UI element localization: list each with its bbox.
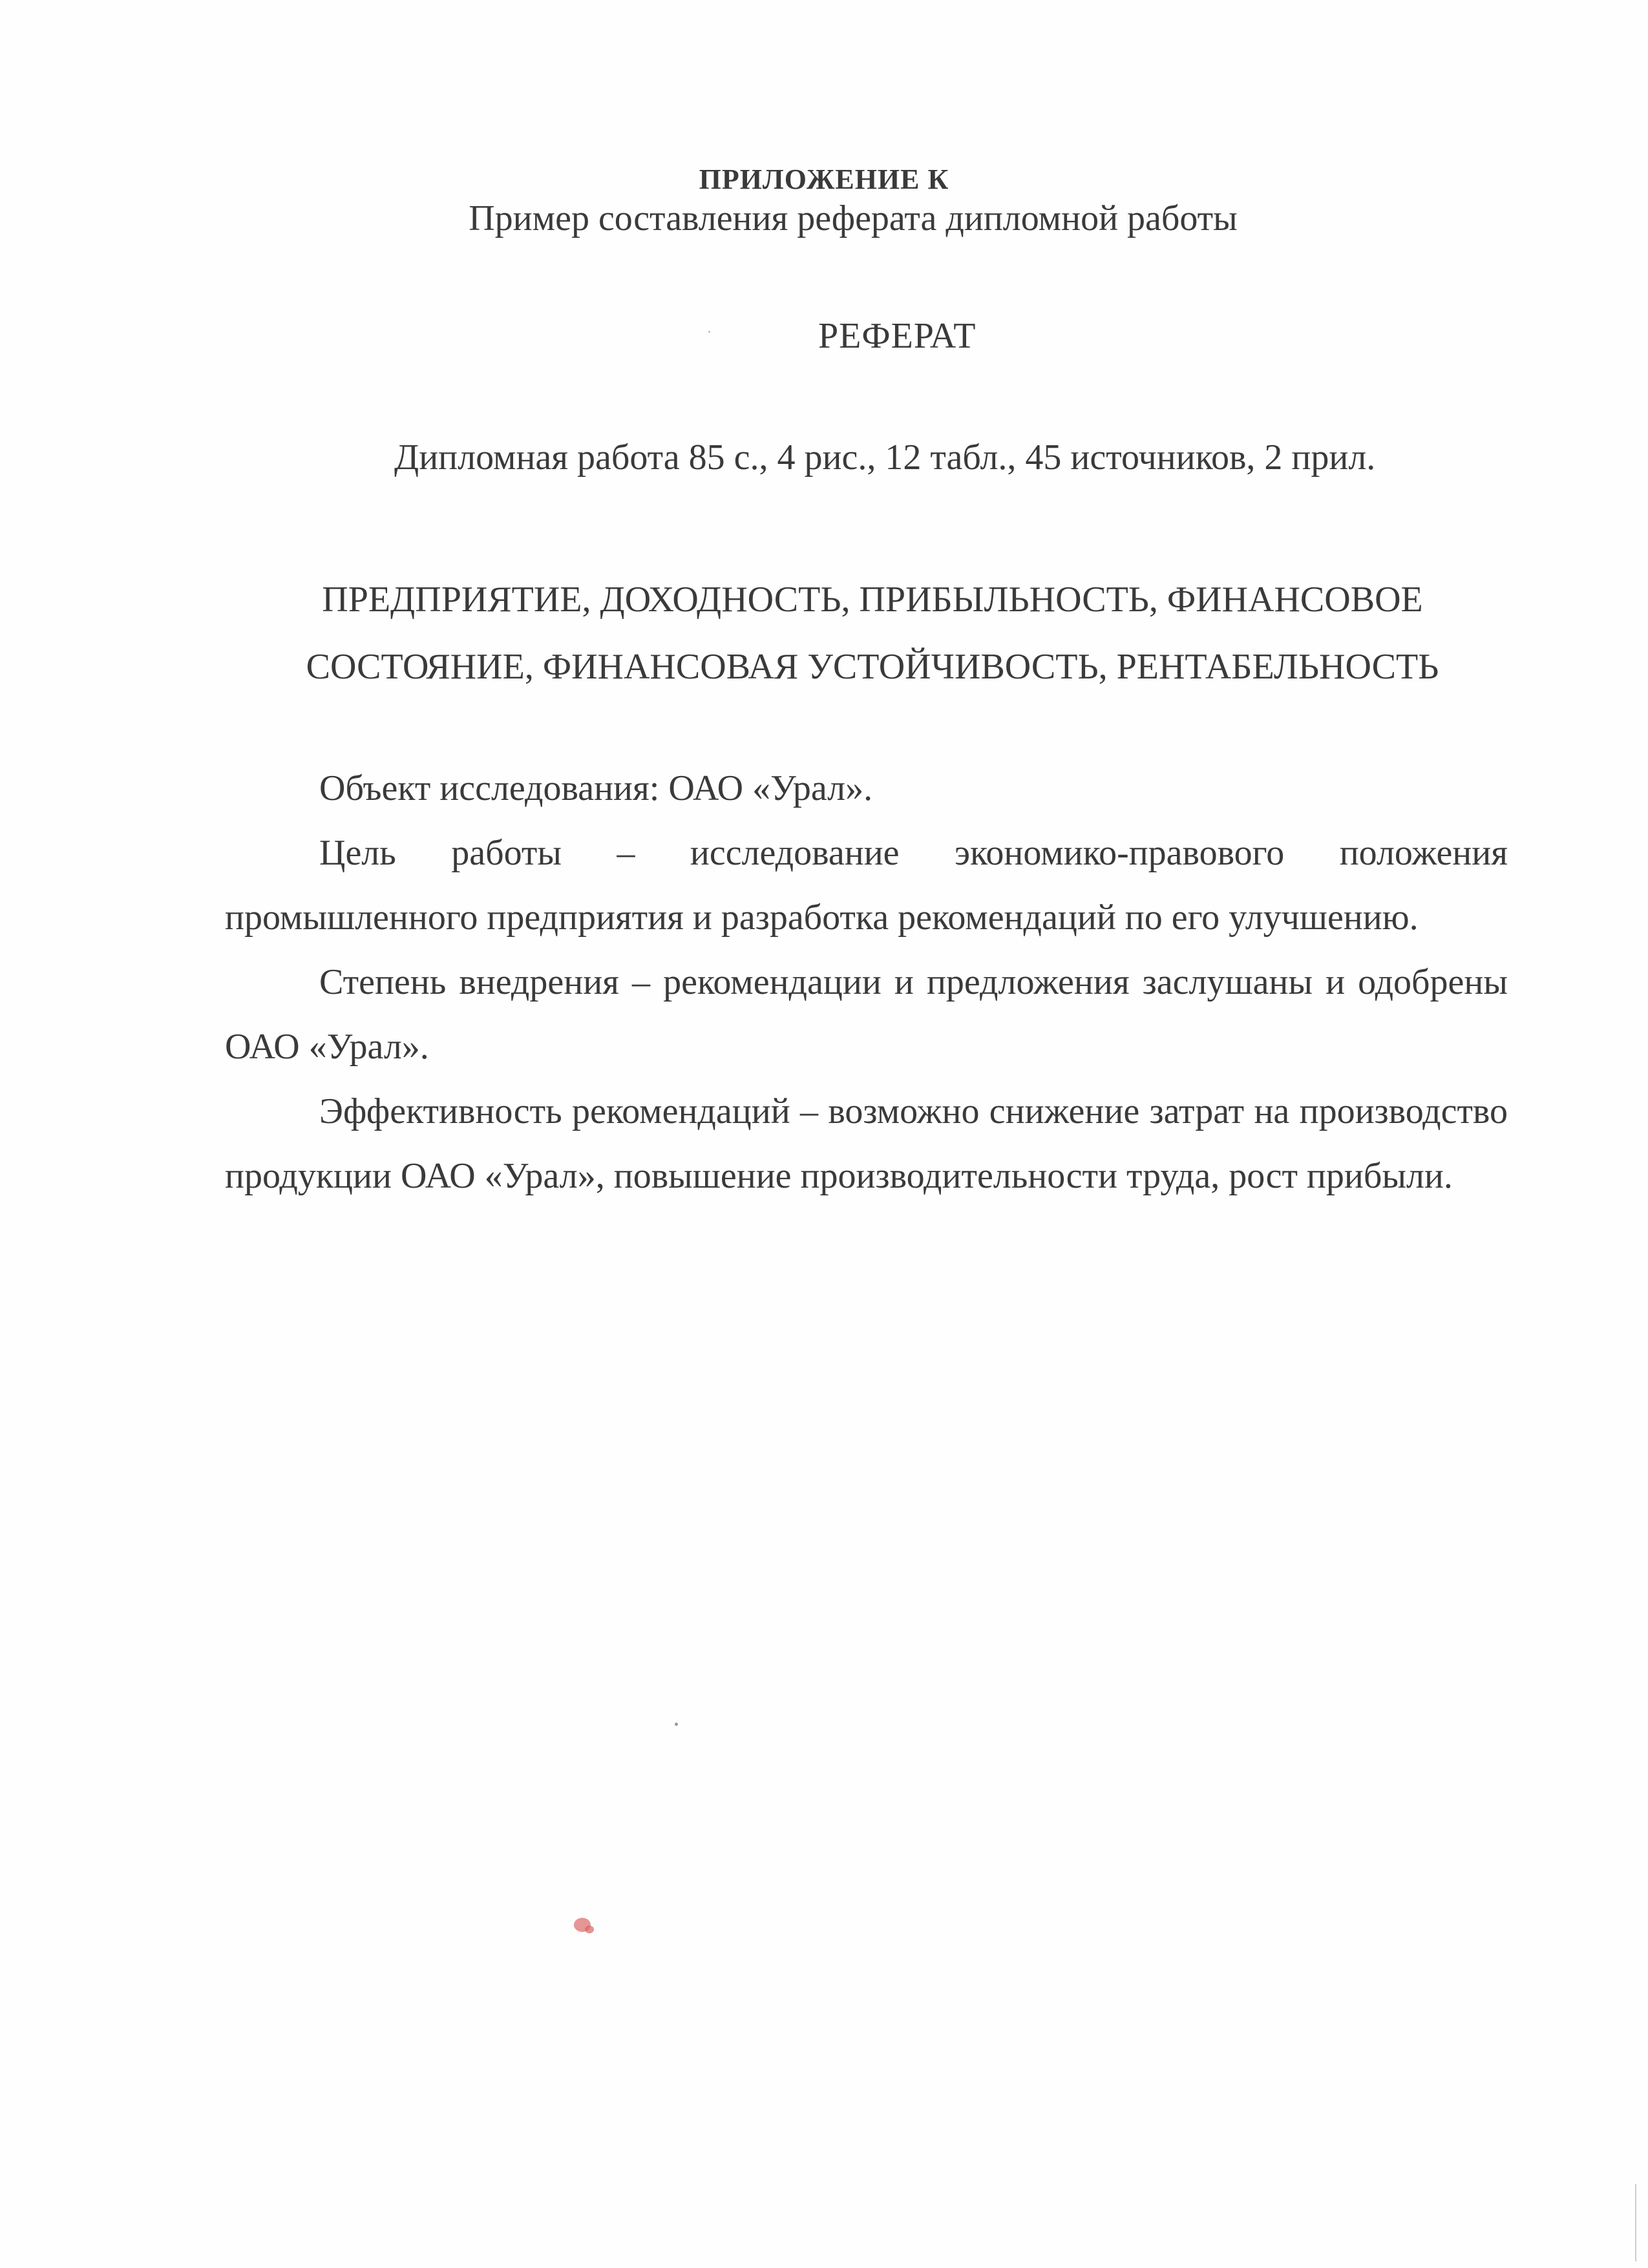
keywords-block [259, 566, 1486, 700]
keywords-line-2: СОСТОЯНИЕ, ФИНАНСОВАЯ УСТОЙЧИВОСТЬ, РЕНТАБЕЛЬНОСТЬ [306, 647, 1439, 687]
red-stain-mark-small [585, 1926, 594, 1933]
dust-speck-2 [708, 331, 710, 333]
work-summary: Дипломная работа 85 с., 4 рис., 12 табл., 45 источников, 2 прил. [394, 437, 1376, 478]
appendix-title: Пример составления реферата дипломной работы [469, 198, 1238, 238]
scan-edge-line [1635, 2184, 1636, 2262]
dust-speck [675, 1723, 678, 1726]
paragraph-object: Объект исследования: ОАО «Урал». [319, 768, 873, 808]
keywords-line-1: ПРЕДПРИЯТИЕ, ДОХОДНОСТЬ, ПРИБЫЛЬНОСТЬ, ФИНАНСОВОЕ [322, 580, 1423, 620]
abstract-heading: РЕФЕРАТ [818, 316, 977, 356]
paragraph-goal: Цель работы – исследование экономико-правового положения промышленного предприятия и разработка рекомендаций по его улучшению. [225, 833, 1508, 938]
paragraph-implementation: Степень внедрения – рекомендации и предложения заслушаны и одобрены ОАО «Урал». [225, 962, 1508, 1067]
abstract-body [225, 756, 1508, 1208]
appendix-label: ПРИЛОЖЕНИЕ К [699, 163, 949, 195]
paragraph-effectiveness: Эффективность рекомендаций – возможно снижение затрат на производство продукции ОАО «Урал», повышение производительности труда, рост прибыли. [225, 1091, 1508, 1196]
